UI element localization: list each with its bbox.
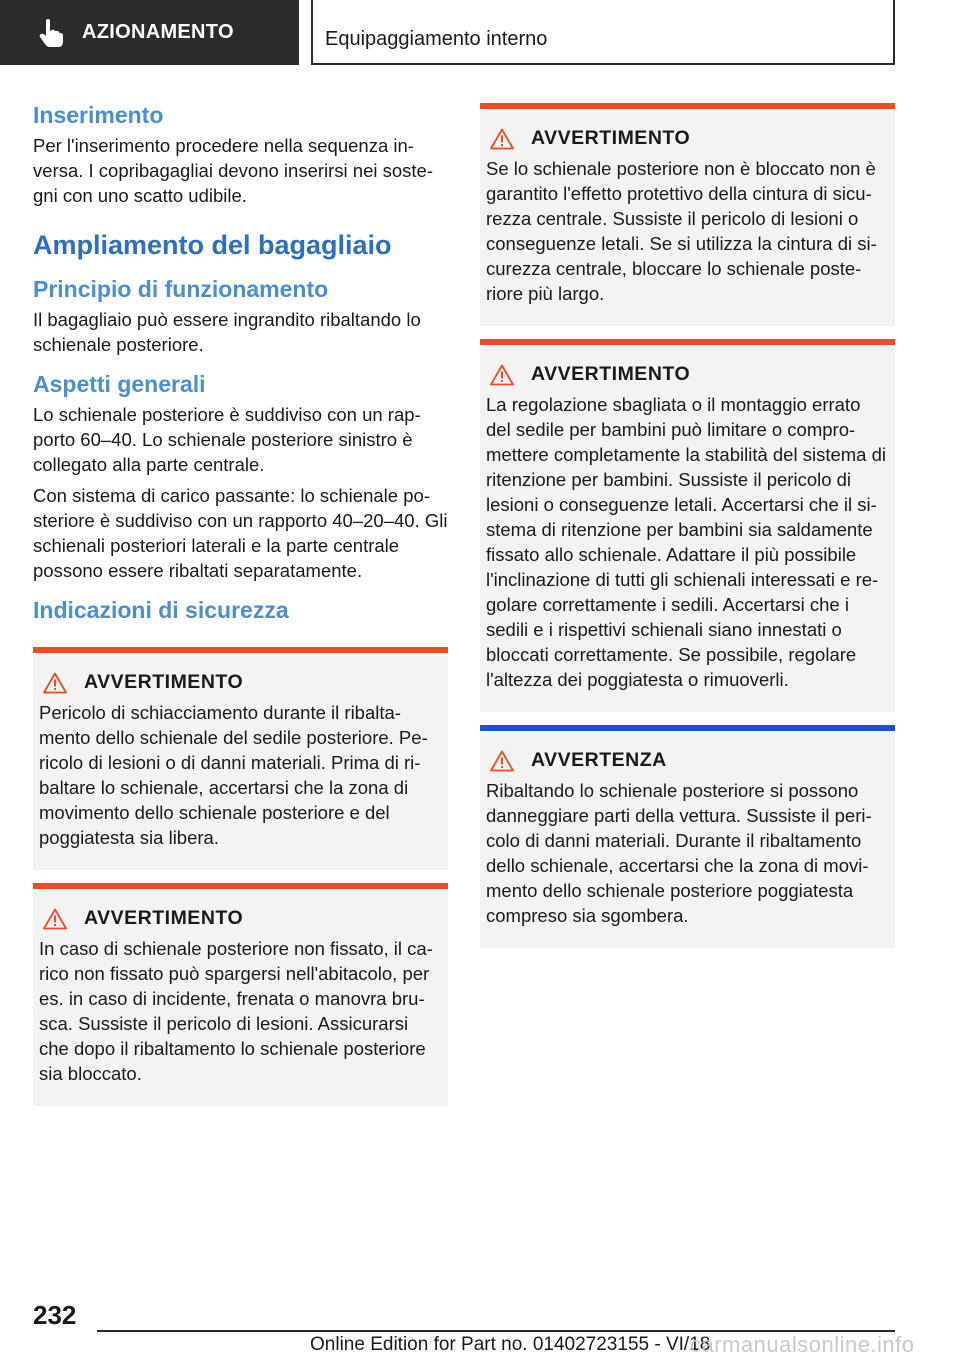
left-column bbox=[33, 100, 448, 1106]
warning-label: AVVERTIMENTO bbox=[531, 127, 691, 149]
warning-triangle-icon bbox=[490, 128, 514, 150]
paragraph-inserimento: Per l'inserimento procedere nella sequenza in-versa. I copribagagliai devono inserirsi nei soste-gni con uno scatto udibile. bbox=[33, 135, 434, 206]
heading-aspetti: Aspetti generali bbox=[33, 371, 206, 397]
warning-triangle-icon bbox=[490, 364, 514, 386]
warning-box bbox=[33, 883, 448, 1106]
warning-label: AVVERTIMENTO bbox=[84, 671, 244, 693]
heading-ampliamento: Ampliamento del bagagliaio bbox=[33, 230, 392, 260]
warning-triangle-icon bbox=[43, 672, 67, 694]
heading-principio: Principio di funzionamento bbox=[33, 276, 329, 302]
warning-text: Se lo schienale posteriore non è bloccato non è garantito l'effetto protettivo della cintura di sicu-rezza centrale. Sussiste il pericolo di lesioni o conseguenze letali. Se si utilizza la cintura di si-curezza centrale, bloccare lo schienale poste-riore più largo. bbox=[486, 158, 877, 304]
paragraph-principio: Il bagagliaio può essere ingrandito ribaltando lo schienale posteriore. bbox=[33, 309, 421, 355]
section-tab bbox=[0, 0, 299, 65]
warning-text: Pericolo di schiacciamento durante il ribalta-mento dello schienale del sedile posteriore. Pe-ricolo di lesioni o di danni materiali. Prima di ri-baltare lo schienale, accertarsi che la zona di movimento dello schienale posteriore e del poggiatesta sia libera. bbox=[39, 702, 428, 848]
warning-label: AVVERTIMENTO bbox=[531, 363, 691, 385]
warning-box bbox=[480, 339, 895, 712]
paragraph-aspetti-2: Con sistema di carico passante: lo schienale po-steriore è suddiviso con un rapporto 40–20–40. Gli schienali posteriori laterali e la parte centrale possono essere ribaltati separatamente. bbox=[33, 485, 448, 581]
warning-triangle-icon bbox=[43, 908, 67, 930]
page-number: 232 bbox=[33, 1300, 77, 1330]
chapter-title: Equipaggiamento interno bbox=[325, 28, 548, 50]
warning-text: In caso di schienale posteriore non fissato, il ca-rico non fissato può spargersi nell'abitacolo, per es. in caso di incidente, frenata o manovra bru-sca. Sussiste il pericolo di lesioni. Assicurarsi che dopo il ribaltamento lo schienale posteriore sia bloccato. bbox=[39, 938, 433, 1084]
right-column bbox=[480, 103, 895, 948]
warning-triangle-icon bbox=[490, 750, 514, 772]
paragraph-aspetti-1: Lo schienale posteriore è suddiviso con un rap-porto 60–40. Lo schienale posteriore sinistro è collegato alla parte centrale. bbox=[33, 404, 421, 475]
warning-text: La regolazione sbagliata o il montaggio errato del sedile per bambini può limitare o compro-mettere completamente la stabilità del sistema di ritenzione per bambini. Sussiste il pericolo di lesioni o conseguenze letali. Accertarsi che il si-stema di ritenzione per bambini sia saldamente fissato allo schienale. Adattare il più possibile l'inclinazione di tutti gli schienali interessati e re-golare correttamente i sedili. Accertarsi che i sedili e i rispettivi schienali siano innestati o bloccati correttamente. Se possibile, regolare l'altezza dei poggiatesta o rimuoverli. bbox=[486, 394, 886, 690]
notice-label: AVVERTENZA bbox=[531, 749, 667, 771]
notice-text: Ribaltando lo schienale posteriore si possono danneggiare parti della vettura. Sussiste il peri-colo di danni materiali. Durante il ribaltamento dello schienale, accertarsi che la zona di movi-mento dello schienale posteriore poggiatesta compreso sia sgombera. bbox=[486, 780, 872, 926]
hand-pointer-icon bbox=[38, 18, 64, 48]
heading-inserimento: Inserimento bbox=[33, 102, 164, 128]
heading-sicurezza: Indicazioni di sicurezza bbox=[33, 597, 289, 623]
warning-box bbox=[33, 647, 448, 870]
warning-box bbox=[480, 103, 895, 326]
watermark: carmanualsonline.info bbox=[690, 1332, 915, 1357]
edition-text: Online Edition for Part no. 01402723155 - VI/18 bbox=[310, 1334, 711, 1355]
warning-label: AVVERTIMENTO bbox=[84, 907, 244, 929]
section-label: AZIONAMENTO bbox=[82, 21, 234, 43]
notice-box bbox=[480, 725, 895, 948]
